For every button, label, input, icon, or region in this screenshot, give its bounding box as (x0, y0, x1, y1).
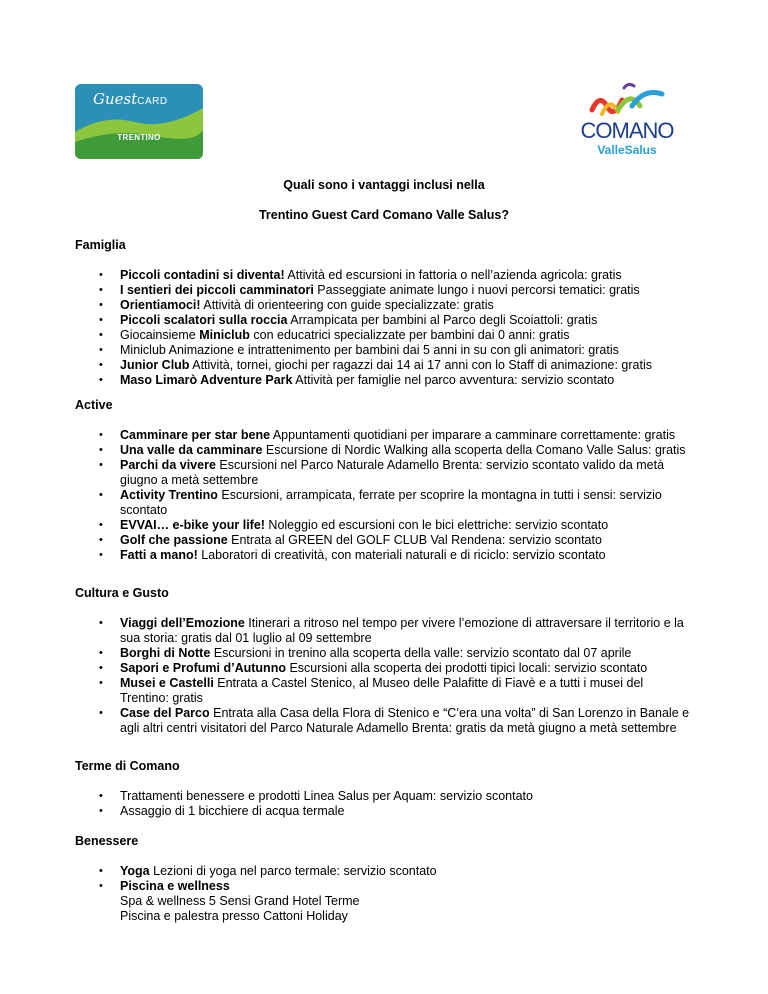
comano-subtitle: ValleSalus (597, 143, 657, 157)
section-title-famiglia: Famiglia (75, 238, 126, 252)
trentino-brand: TRENTINO (117, 133, 161, 142)
list-item: • Maso Limarò Adventure Park Attività per famiglie nel parco avventura: servizio scontato (75, 373, 695, 388)
list-item: • Case del Parco Entrata alla Casa della Flora di Stenico e “C’era una volta” di San Lorenzo in Banale e agli altri centri visitatori del Parco Naturale Adamello Brenta: gratis da metà giugno a metà settembre (75, 706, 695, 736)
heading-line-1: Quali sono i vantaggi inclusi nella (283, 178, 485, 192)
list-item: • Trattamenti benessere e prodotti Linea Salus per Aquam: servizio scontato (75, 789, 695, 804)
list-item: • Una valle da camminare Escursione di Nordic Walking alla scoperta della Comano Valle Salus: gratis (75, 443, 695, 458)
list-item: • Camminare per star bene Appuntamenti quotidiani per imparare a camminare correttamente: gratis (75, 428, 695, 443)
list-item: • Piscina e wellness Spa & wellness 5 Sensi Grand Hotel Terme Piscina e palestra presso Cattoni Holiday (75, 879, 695, 924)
list-item: • Sapori e Profumi d’Autunno Escursioni alla scoperta dei prodotti tipici locali: servizio scontato (75, 661, 695, 676)
section-title-terme: Terme di Comano (75, 759, 180, 773)
list-item: • Junior Club Attività, tornei, giochi per ragazzi dai 14 ai 17 anni con lo Staff di animazione: gratis (75, 358, 695, 373)
cultura-list (75, 616, 695, 736)
list-item: • Orientiamoci! Attività di orienteering con guide specializzate: gratis (75, 298, 695, 313)
famiglia-list (75, 268, 695, 388)
list-item: • Giocainsieme Miniclub con educatrici specializzate per bambini dai 0 anni: gratis (75, 328, 695, 343)
guest-card-title: GuestCARD (93, 90, 168, 108)
list-item: • Piccoli contadini si diventa! Attività ed escursioni in fattoria o nell’azienda agricola: gratis (75, 268, 695, 283)
list-item: • Viaggi dell’Emozione Itinerari a ritroso nel tempo per vivere l’emozione di attraversare il territorio e la sua storia: gratis dal 01 luglio al 09 settembre (75, 616, 695, 646)
list-item: • Piccoli scalatori sulla roccia Arrampicata per bambini al Parco degli Scoiattoli: gratis (75, 313, 695, 328)
list-item: • Miniclub Animazione e intrattenimento per bambini dai 5 anni in su con gli animatori: gratis (75, 343, 695, 358)
heading-line-2: Trentino Guest Card Comano Valle Salus? (258, 208, 510, 222)
list-item: • Assaggio di 1 bicchiere di acqua termale (75, 804, 695, 819)
list-item: • Yoga Lezioni di yoga nel parco termale: servizio scontato (75, 864, 695, 879)
list-item: • Musei e Castelli Entrata a Castel Stenico, al Museo delle Palafitte di Fiavè e a tutti i musei del Trentino: gratis (75, 676, 695, 706)
list-item: • I sentieri dei piccoli camminatori Passeggiate animate lungo i nuovi percorsi tematici: gratis (75, 283, 695, 298)
section-title-benessere: Benessere (75, 834, 139, 848)
list-item: • Fatti a mano! Laboratori di creatività, con materiali naturali e di riciclo: servizio scontato (75, 548, 695, 563)
list-item: • Borghi di Notte Escursioni in trenino alla scoperta della valle: servizio scontato dal 07 aprile (75, 646, 695, 661)
list-item: • Parchi da vivere Escursioni nel Parco Naturale Adamello Brenta: servizio scontato valido da metà giugno a metà settembre (75, 458, 695, 488)
list-item: • Activity Trentino Escursioni, arrampicata, ferrate per scoprire la montagna in tutti i sensi: servizio scontato (75, 488, 695, 518)
section-title-active: Active (75, 398, 113, 412)
terme-list (75, 789, 695, 819)
active-list (75, 428, 695, 563)
list-item: • Golf che passione Entrata al GREEN del GOLF CLUB Val Rendena: servizio scontato (75, 533, 695, 548)
section-title-cultura: Cultura e Gusto (75, 586, 169, 600)
comano-name: COMANO (580, 118, 674, 143)
benessere-list (75, 864, 695, 924)
guest-card-logo (75, 84, 203, 159)
list-item: • EVVAI… e-bike your life! Noleggio ed escursioni con le bici elettriche: servizio scontato (75, 518, 695, 533)
comano-logo (578, 80, 676, 162)
